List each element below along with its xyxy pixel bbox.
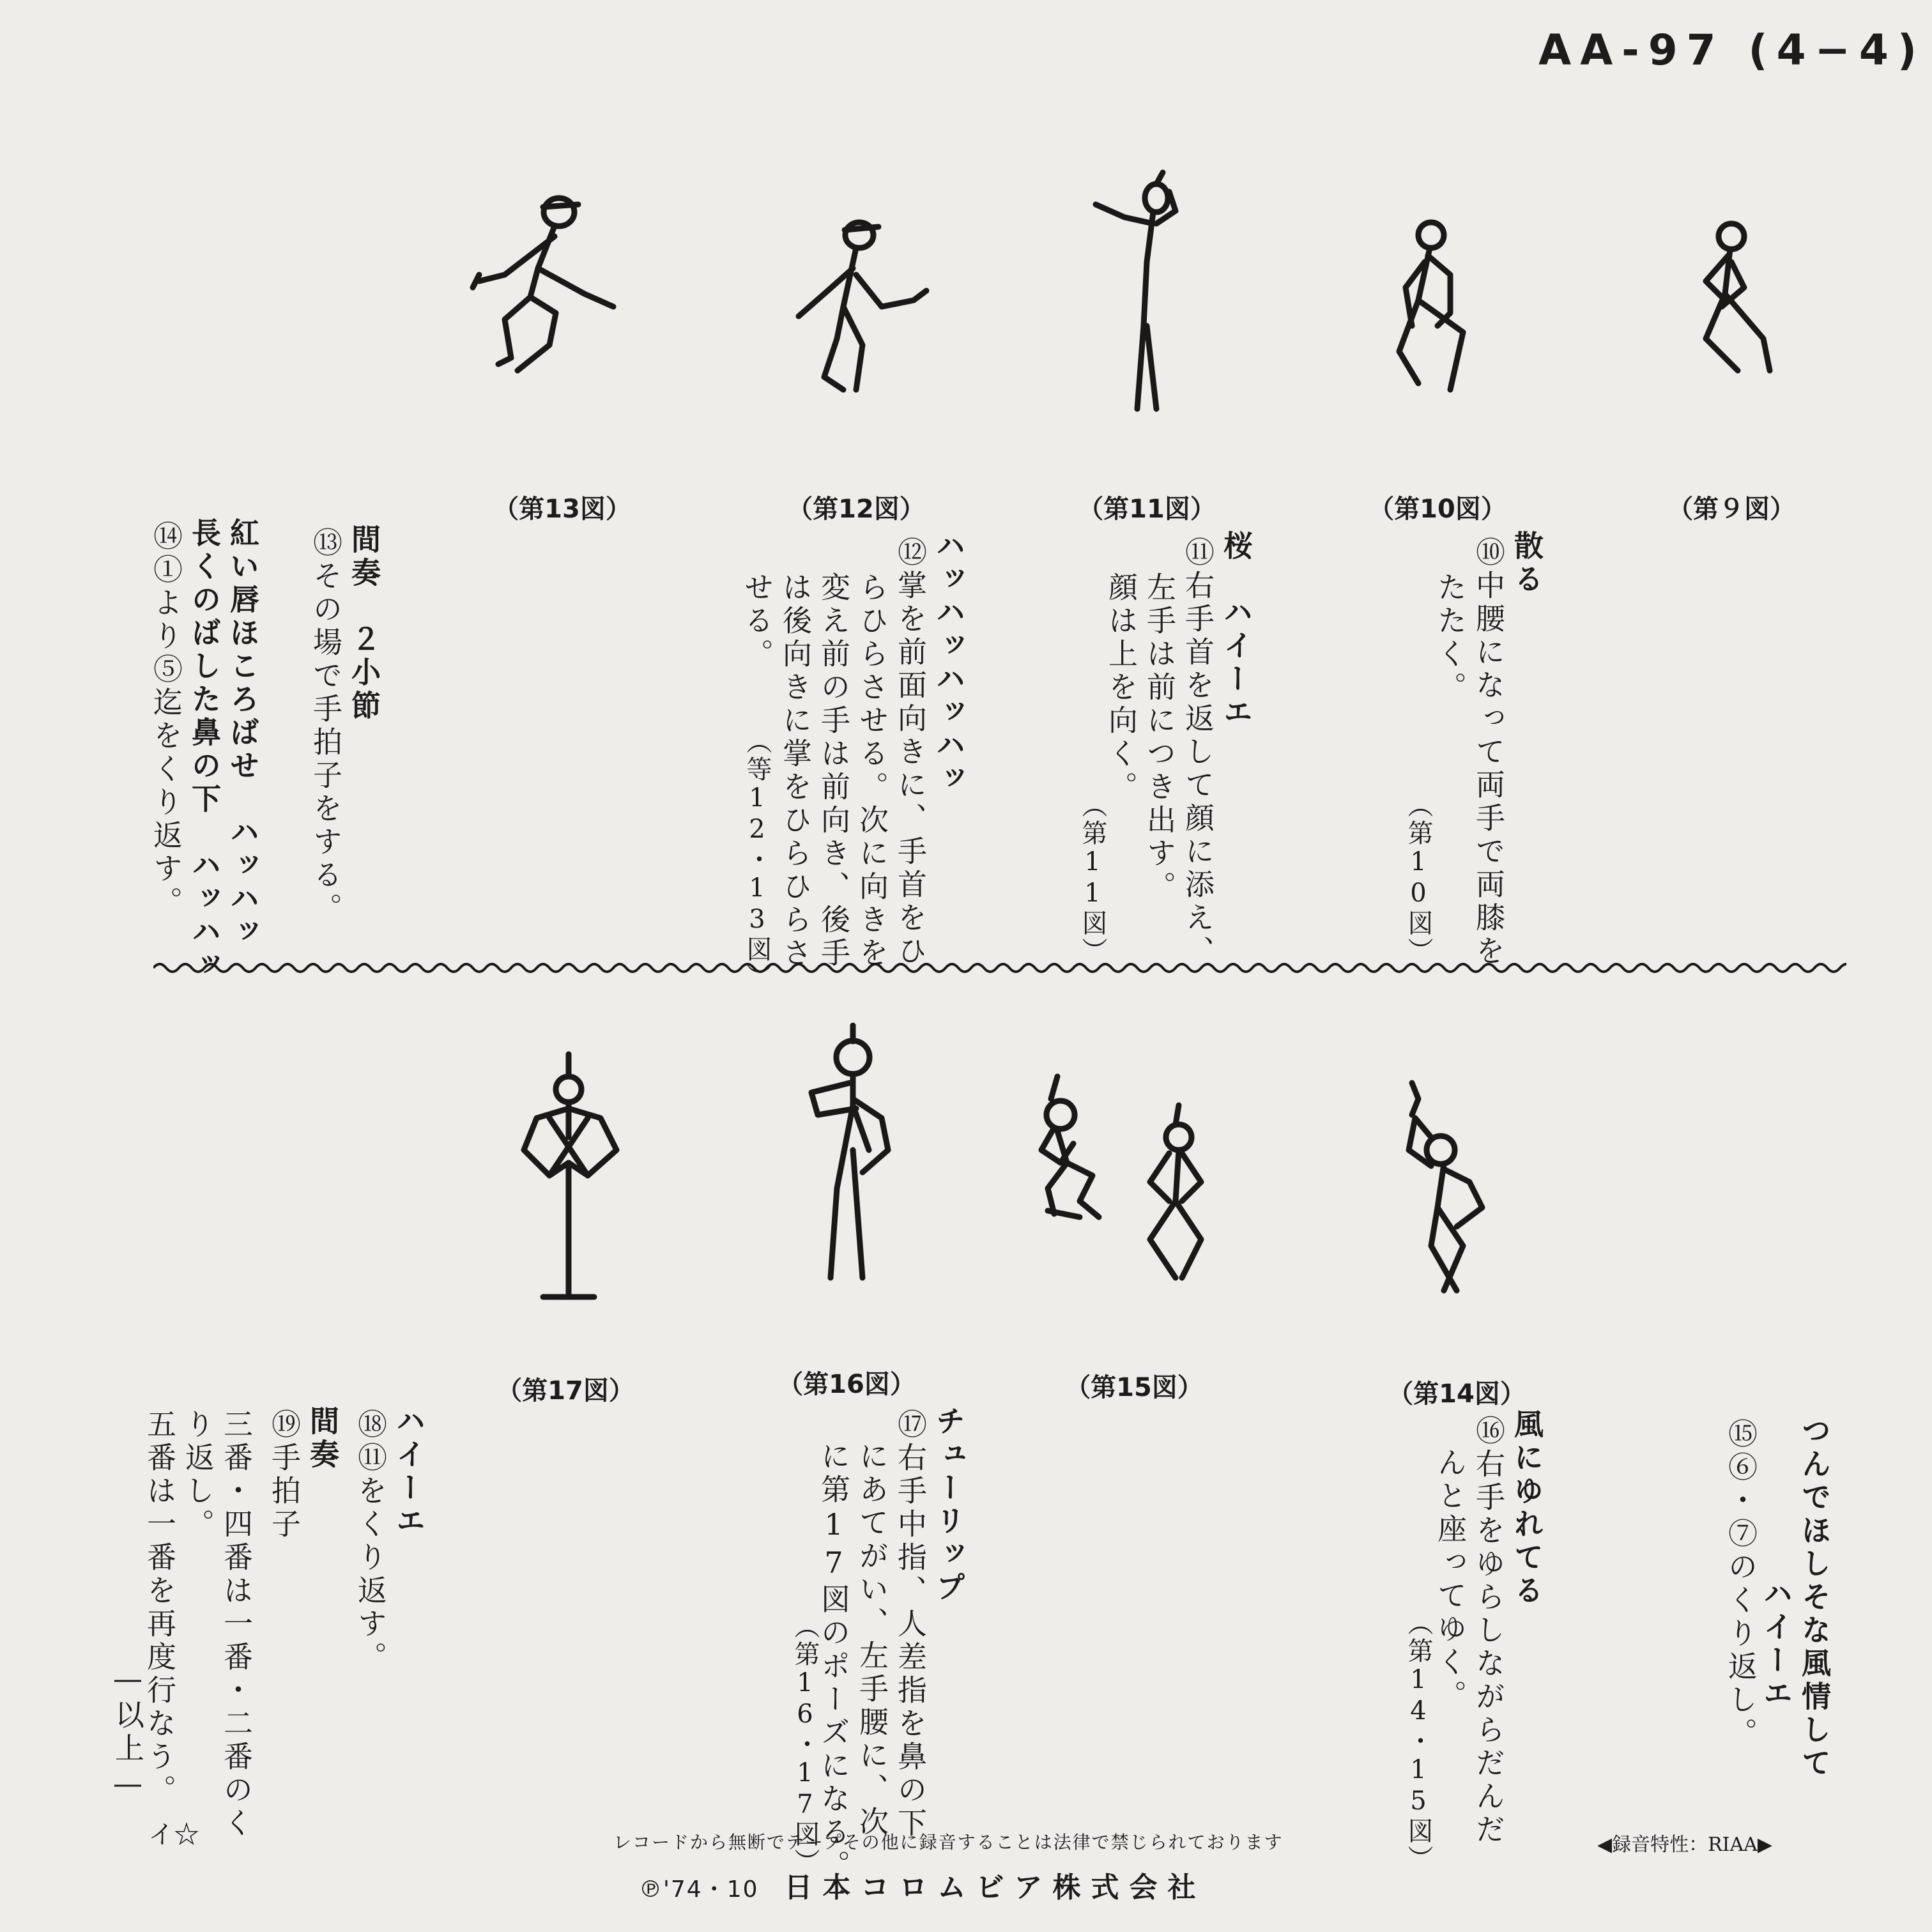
- figure-label-10: （第10図）: [1368, 494, 1506, 524]
- section-12-line5: せる。: [740, 572, 774, 671]
- dance-figure-9: [1687, 217, 1789, 383]
- figure-label-15: （第15図）: [1065, 1373, 1203, 1402]
- figure-label-17: （第17図）: [496, 1376, 634, 1406]
- section-divider: [153, 958, 1846, 977]
- section-14-lyric1: 紅い唇ほころばせ ハッハッ: [226, 518, 260, 949]
- section-12-line3: 変え前の手は前向き、後手: [816, 572, 851, 970]
- section-17-line3: に第17図のポーズになる。: [816, 1441, 851, 1883]
- section-16-ref: （第14・15図）: [1404, 1610, 1433, 1873]
- dance-figure-11: [1086, 166, 1214, 422]
- section-19-line: ⑲手拍子: [267, 1409, 302, 1542]
- figure-label-9: （第９図）: [1667, 494, 1795, 524]
- dance-figure-15: [1022, 1073, 1227, 1291]
- interlude-heading: 間奏: [305, 1406, 340, 1472]
- section-13-heading: 間奏 ２小節: [347, 524, 381, 723]
- dance-figure-12: [786, 211, 939, 402]
- section-11-ref: （第11図）: [1078, 792, 1107, 965]
- section-15-lyric2: ハイーエ: [1759, 1578, 1793, 1711]
- section-12-line2: らひらさせる。次に向きを: [855, 572, 889, 970]
- section-11-heading: 桜 ハイーエ: [1219, 530, 1254, 730]
- figure-label-12: （第12図）: [787, 494, 925, 524]
- section-16-line1: ⑯右手をゆらしながらだんだ: [1471, 1415, 1506, 1847]
- figure-label-16: （第16図）: [778, 1370, 916, 1399]
- section-10-ref: （第10図）: [1404, 792, 1433, 965]
- verse-note-line3: 五番は一番を再度行なう。: [142, 1409, 177, 1807]
- dance-figure-17: [511, 1048, 626, 1303]
- section-11-line3: 顔は上を向く。: [1104, 572, 1138, 804]
- recording-characteristic: ◀録音特性：RIAA▶: [1597, 1834, 1772, 1856]
- section-16-heading: 風にゆれてる: [1510, 1409, 1544, 1608]
- publisher: [639, 1864, 1206, 1905]
- section-12-ref: （等12・13図）: [742, 728, 772, 991]
- figure-label-13: （第13図）: [493, 494, 631, 524]
- section-11-line2: 左手は前につき出す。: [1142, 572, 1177, 904]
- section-15-line1: ⑮⑥・⑦のくり返し。: [1724, 1418, 1758, 1751]
- section-10-line2: たたく。: [1433, 572, 1468, 705]
- catalog-mark: イ☆: [148, 1820, 199, 1850]
- copyright-notice: レコードから無断でテープその他に録音することは法律で禁じられております: [613, 1832, 1284, 1853]
- figure-label-11: （第11図）: [1078, 494, 1216, 524]
- dance-figure-13: [466, 185, 632, 390]
- figure-label-14: （第14図）: [1388, 1379, 1526, 1409]
- section-17-ref: （第16・17図）: [790, 1613, 820, 1876]
- copyright-date: ℗'74・10: [639, 1876, 759, 1903]
- section-10-heading: 散る: [1510, 530, 1544, 597]
- section-17-line2: にあてがい、左手腰に、次: [855, 1441, 889, 1839]
- verse-note-line2: り返し。: [181, 1409, 215, 1542]
- end-mark: —以上—: [111, 1661, 145, 1804]
- dance-figure-16: [792, 1022, 907, 1291]
- section-17-line1: ⑰右手中指、人差指を鼻の下: [893, 1409, 928, 1841]
- verse-note-line1: 三番・四番は一番・二番のく: [219, 1409, 254, 1841]
- section-10-line1: ⑩中腰になって両手で両膝を: [1471, 537, 1506, 969]
- dance-figure-14: [1393, 1080, 1495, 1297]
- section-13-line1: ⑬その場で手拍子をする。: [309, 527, 343, 926]
- section-16-line2: んと座ってゆく。: [1433, 1447, 1468, 1713]
- section-11-line1: ⑪右手首を返して顔に添え、: [1181, 537, 1215, 969]
- section-15-lyric1: つんでほしそな風情して: [1797, 1415, 1832, 1781]
- section-14-lyric2: 長くのばした鼻の下 ハッハッ: [187, 518, 222, 983]
- section-12-heading: ハッハッハッハッ: [931, 530, 966, 796]
- company-name: 日本コロムビア株式会社: [784, 1871, 1206, 1904]
- section-12-line1: ⑫掌を前面向きに、手首をひ: [893, 537, 928, 969]
- catalog-number: AA-97 (4−4): [1538, 26, 1926, 75]
- section-18-line1: ⑱⑪をくり返す。: [353, 1409, 388, 1675]
- section-12-line4: は後向きに掌をひらひらさ: [778, 572, 813, 970]
- section-14-line1: ⑭①より⑤迄をくり返す。: [149, 521, 183, 919]
- section-18-heading: ハイーエ: [392, 1406, 426, 1538]
- section-17-heading: チューリップ: [931, 1406, 966, 1605]
- dance-figure-10: [1380, 211, 1495, 402]
